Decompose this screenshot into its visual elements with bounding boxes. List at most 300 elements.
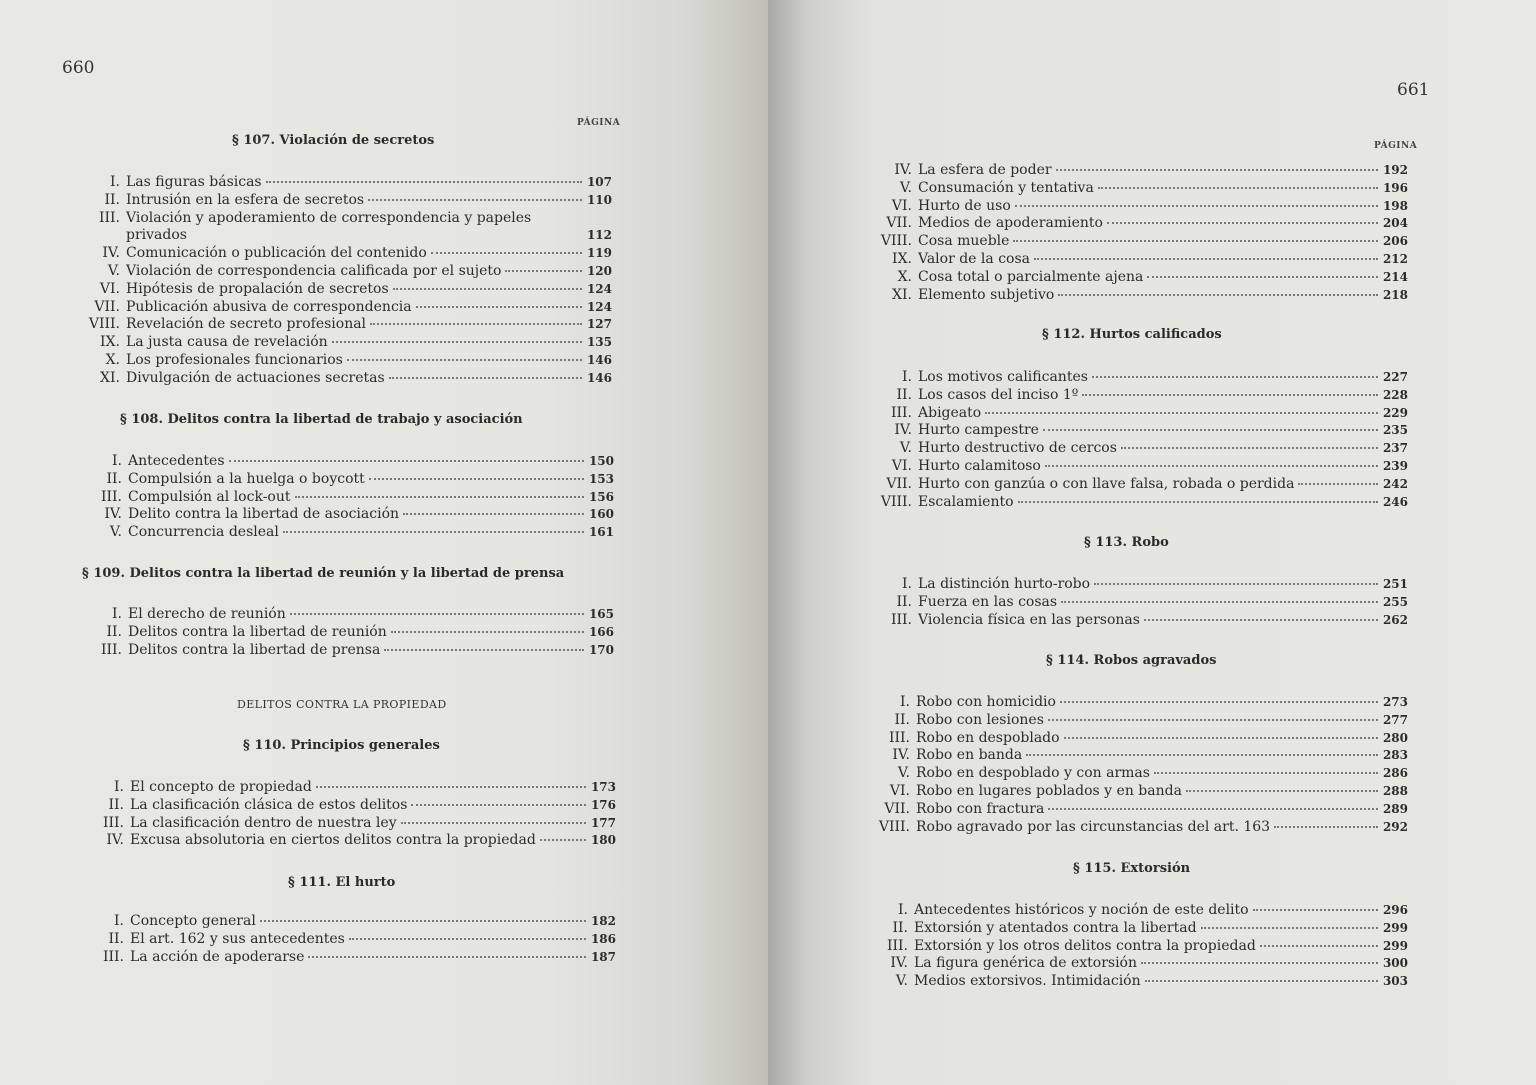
- toc-entry: [80, 832, 616, 850]
- entry-title: Intrusión en la esfera de secretos: [126, 191, 365, 208]
- dot-leader: [1107, 221, 1378, 224]
- section-heading-111: § 111. El hurto: [288, 875, 396, 890]
- dot-leader: [1141, 961, 1378, 964]
- toc-entry: [868, 369, 1408, 387]
- entry-page-number: 227: [1382, 370, 1408, 384]
- entry-title: La figura genérica de extorsión: [914, 955, 1137, 972]
- entry-title: Concurrencia desleal: [128, 524, 279, 541]
- entry-page-number: 242: [1382, 476, 1408, 491]
- toc-list-113: [868, 576, 1408, 629]
- entry-number: V.: [899, 179, 912, 196]
- entry-title: Robo con lesiones: [916, 711, 1044, 728]
- entry-number: IV.: [102, 245, 120, 262]
- entry-number: II.: [892, 919, 908, 936]
- entry-number: III.: [890, 611, 912, 628]
- toc-entry: [78, 263, 612, 281]
- entry-title: Excusa absolutoria en ciertos delitos contra la propiedad: [130, 832, 536, 849]
- entry-page-number: 237: [1382, 441, 1408, 456]
- dot-leader: [411, 803, 586, 806]
- entry-page-number: 153: [588, 471, 614, 486]
- entry-title: Delitos contra la libertad de prensa: [128, 641, 381, 658]
- entry-title: Los casos del inciso 1º: [918, 386, 1079, 403]
- entry-number: III.: [102, 948, 124, 965]
- toc-entry: [868, 576, 1408, 594]
- entry-title: La clasificación dentro de nuestra ley: [130, 814, 397, 831]
- toc-entry: [868, 422, 1408, 440]
- dot-leader: [1274, 825, 1378, 828]
- toc-entry: [866, 712, 1408, 730]
- dot-leader: [1015, 204, 1378, 207]
- toc-entry: [868, 251, 1408, 269]
- entry-number: IX.: [892, 250, 912, 267]
- toc-entry: [80, 913, 616, 931]
- dot-leader: [1098, 186, 1378, 189]
- dot-leader: [1048, 718, 1378, 721]
- toc-entry: [868, 162, 1408, 180]
- dot-leader: [260, 919, 586, 922]
- dot-leader: [391, 630, 584, 633]
- entry-page-number: 198: [1382, 198, 1408, 213]
- entry-title: Hipótesis de propalación de secretos: [126, 280, 389, 297]
- entry-page-number: 286: [1382, 766, 1408, 781]
- entry-page-number: 165: [588, 607, 614, 621]
- entry-number: VI.: [99, 280, 120, 297]
- entry-number: II.: [106, 470, 122, 487]
- toc-entry: [80, 642, 614, 660]
- entry-number: IV.: [104, 506, 122, 523]
- dot-leader: [505, 269, 582, 272]
- entry-page-number: 280: [1382, 730, 1408, 745]
- entry-page-number: 146: [586, 352, 612, 367]
- toc-entry: [80, 624, 614, 642]
- entry-number: II.: [106, 623, 122, 640]
- entry-number: V.: [897, 765, 910, 782]
- entry-title: La distinción hurto-robo: [918, 576, 1091, 592]
- section-heading-110: § 110. Principios generales: [243, 738, 440, 753]
- entry-number: VII.: [94, 298, 120, 315]
- entry-page-number: 107: [586, 175, 612, 189]
- toc-entry: [866, 819, 1408, 837]
- toc-list-108: [80, 453, 614, 542]
- toc-entry: [868, 494, 1408, 512]
- toc-entry: [78, 245, 612, 263]
- entry-page-number: 135: [586, 335, 612, 350]
- entry-number: IV.: [890, 955, 908, 972]
- toc-entry: [868, 215, 1408, 233]
- dot-leader: [290, 612, 584, 615]
- entry-number: X.: [105, 351, 120, 368]
- entry-number: III.: [890, 404, 912, 421]
- entry-number: IV.: [894, 162, 912, 178]
- entry-title: La acción de apoderarse: [130, 948, 305, 965]
- dot-leader: [1026, 753, 1378, 756]
- toc-entry: [866, 747, 1408, 765]
- entry-number: I.: [110, 174, 120, 190]
- dot-leader: [1186, 789, 1378, 792]
- entry-title: Robo en banda: [916, 747, 1023, 764]
- entry-page-number: 255: [1382, 594, 1408, 609]
- entry-number: VIII.: [880, 233, 912, 250]
- entry-page-number: 156: [588, 489, 614, 504]
- dot-leader: [403, 512, 584, 515]
- toc-entry: [866, 765, 1408, 783]
- toc-list-110: [80, 779, 616, 850]
- dot-leader: [370, 322, 582, 325]
- entry-title: Hurto de uso: [918, 197, 1011, 214]
- toc-entry: [78, 334, 612, 352]
- dot-leader: [985, 411, 1378, 414]
- toc-entry: [78, 210, 612, 246]
- section-heading-113: § 113. Robo: [1084, 535, 1169, 550]
- entry-page-number: 182: [590, 914, 616, 928]
- dot-leader: [1260, 944, 1378, 947]
- toc-list-112: [868, 369, 1408, 511]
- entry-number: V.: [899, 440, 912, 457]
- entry-page-number: 124: [586, 281, 612, 296]
- entry-page-number: 192: [1382, 163, 1408, 177]
- toc-entry: [78, 299, 612, 317]
- toc-entry: [868, 387, 1408, 405]
- entry-title: La esfera de poder: [918, 162, 1052, 178]
- dot-leader: [332, 340, 582, 343]
- entry-title: El concepto de propiedad: [130, 779, 312, 795]
- entry-title: Hurto con ganzúa o con llave falsa, robada o perdida: [918, 475, 1295, 492]
- toc-entry: [864, 973, 1408, 991]
- toc-entry: [868, 233, 1408, 251]
- toc-list-115: [864, 902, 1408, 991]
- dot-leader: [368, 198, 582, 201]
- dot-leader: [1121, 446, 1378, 449]
- entry-title: Comunicación o publicación del contenido: [126, 245, 427, 262]
- dot-leader: [229, 459, 584, 462]
- dot-leader: [431, 251, 582, 254]
- toc-entry: [868, 405, 1408, 423]
- entry-page-number: 239: [1382, 458, 1408, 473]
- dot-leader: [308, 955, 586, 958]
- entry-page-number: 292: [1382, 819, 1408, 834]
- entry-title: Los motivos calificantes: [918, 369, 1088, 385]
- entry-number: II.: [896, 593, 912, 610]
- entry-title: Fuerza en las cosas: [918, 593, 1058, 610]
- toc-entry: [868, 594, 1408, 612]
- entry-number: I.: [114, 913, 124, 929]
- dot-leader: [347, 358, 582, 361]
- entry-number: II.: [104, 191, 120, 208]
- dot-leader: [1043, 428, 1378, 431]
- toc-entry: [868, 180, 1408, 198]
- dot-leader: [1154, 771, 1378, 774]
- entry-title: Medios de apoderamiento: [918, 215, 1103, 232]
- section-heading-109: § 109. Delitos contra la libertad de reunión y la libertad de prensa: [82, 566, 565, 581]
- entry-number: VII.: [886, 475, 912, 492]
- entry-number: I.: [112, 606, 122, 622]
- entry-number: IV.: [106, 832, 124, 849]
- dot-leader: [369, 477, 584, 480]
- entry-number: I.: [114, 779, 124, 795]
- entry-page-number: 299: [1382, 938, 1408, 953]
- toc-entry: [80, 506, 614, 524]
- entry-number: III.: [888, 729, 910, 746]
- entry-page-number: 112: [586, 228, 612, 243]
- entry-page-number: 170: [588, 642, 614, 657]
- toc-entry: [868, 269, 1408, 287]
- entry-page-number: 289: [1382, 801, 1408, 816]
- entry-page-number: 206: [1382, 234, 1408, 249]
- entry-title: Abigeato: [918, 404, 982, 421]
- dot-leader: [1045, 464, 1378, 467]
- dot-leader: [401, 821, 586, 824]
- entry-number: II.: [896, 386, 912, 403]
- entry-page-number: 214: [1382, 269, 1408, 284]
- entry-page-number: 277: [1382, 712, 1408, 727]
- toc-entry: [866, 694, 1408, 712]
- entry-page-number: 119: [586, 246, 612, 261]
- entry-title: Violación de correspondencia calificada por el sujeto: [126, 262, 502, 279]
- section-heading-108: § 108. Delitos contra la libertad de trabajo y asociación: [120, 412, 523, 427]
- entry-page-number: 160: [588, 507, 614, 522]
- entry-number: XI.: [100, 369, 120, 386]
- entry-title: Extorsión y los otros delitos contra la propiedad: [914, 937, 1256, 954]
- toc-entry: [868, 287, 1408, 305]
- entry-title: Robo en despoblado y con armas: [916, 765, 1150, 782]
- entry-page-number: 235: [1382, 423, 1408, 438]
- entry-page-number: 173: [590, 780, 616, 794]
- entry-number: III.: [102, 814, 124, 831]
- dot-leader: [1013, 239, 1378, 242]
- entry-title: Compulsión a la huelga o boycott: [128, 470, 365, 487]
- section-heading-114: § 114. Robos agravados: [1046, 653, 1217, 668]
- entry-number: III.: [98, 209, 120, 226]
- toc-entry: [80, 471, 614, 489]
- entry-title: Antecedentes: [128, 453, 225, 469]
- entry-page-number: 180: [590, 833, 616, 848]
- entry-page-number: 299: [1382, 920, 1408, 935]
- entry-title: Elemento subjetivo: [918, 286, 1055, 303]
- entry-title: Hurto campestre: [918, 422, 1039, 439]
- toc-entry: [868, 440, 1408, 458]
- dot-leader: [1253, 908, 1378, 911]
- toc-entry: [866, 783, 1408, 801]
- dot-leader: [283, 530, 584, 533]
- entry-number: III.: [100, 488, 122, 505]
- entry-title: Revelación de secreto profesional: [126, 316, 367, 333]
- toc-entry: [866, 730, 1408, 748]
- dot-leader: [389, 376, 582, 379]
- part-title: DELITOS CONTRA LA PROPIEDAD: [237, 698, 447, 711]
- toc-entry: [868, 476, 1408, 494]
- entry-title: La justa causa de revelación: [126, 334, 328, 351]
- entry-title: Divulgación de actuaciones secretas: [126, 369, 385, 386]
- entry-page-number: 229: [1382, 405, 1408, 420]
- entry-page-number: 288: [1382, 783, 1408, 798]
- dot-leader: [295, 495, 585, 498]
- entry-number: II.: [894, 711, 910, 728]
- entry-title: Cosa total o parcialmente ajena: [918, 268, 1144, 285]
- entry-page-number: 228: [1382, 387, 1408, 402]
- dot-leader: [1058, 293, 1378, 296]
- entry-page-number: 196: [1382, 180, 1408, 195]
- section-heading-115: § 115. Extorsión: [1073, 861, 1191, 876]
- entry-title: El art. 162 y sus antecedentes: [130, 930, 345, 947]
- entry-number: III.: [100, 641, 122, 658]
- entry-page-number: 166: [588, 624, 614, 639]
- right-page: [768, 0, 1536, 1085]
- toc-entry: [78, 352, 612, 370]
- entry-title: Valor de la cosa: [918, 250, 1030, 267]
- toc-list-114: [866, 694, 1408, 836]
- entry-number: I.: [902, 576, 912, 592]
- entry-page-number: 177: [590, 815, 616, 830]
- toc-entry: [78, 174, 612, 192]
- entry-page-number: 187: [590, 949, 616, 964]
- entry-number: IX.: [100, 334, 120, 351]
- dot-leader: [316, 785, 586, 788]
- toc-entry: [868, 612, 1408, 630]
- entry-number: IV.: [892, 747, 910, 764]
- entry-title: Las figuras básicas: [126, 174, 262, 190]
- dot-leader: [416, 305, 582, 308]
- toc-entry: [868, 198, 1408, 216]
- dot-leader: [1034, 257, 1378, 260]
- entry-page-number: 283: [1382, 748, 1408, 763]
- page-number: 660: [62, 58, 95, 78]
- dot-leader: [540, 838, 586, 841]
- toc-list-107: [78, 174, 612, 388]
- toc-entry: [78, 281, 612, 299]
- toc-entry: [80, 524, 614, 542]
- entry-title: Hurto destructivo de cercos: [918, 440, 1117, 457]
- dot-leader: [1298, 482, 1378, 485]
- entry-number: I.: [902, 369, 912, 385]
- entry-number: I.: [112, 453, 122, 469]
- section-heading-107: § 107. Violación de secretos: [232, 133, 435, 148]
- toc-entry: [80, 797, 616, 815]
- entry-page-number: 300: [1382, 956, 1408, 971]
- entry-title: El derecho de reunión: [128, 606, 286, 622]
- entry-number: II.: [108, 930, 124, 947]
- toc-entry: [80, 931, 616, 949]
- entry-title: Medios extorsivos. Intimidación: [914, 973, 1141, 990]
- entry-page-number: 218: [1382, 287, 1408, 302]
- toc-entry: [864, 902, 1408, 920]
- toc-entry: [80, 949, 616, 967]
- toc-entry: [866, 801, 1408, 819]
- entry-number: VIII.: [878, 818, 910, 835]
- entry-number: VII.: [884, 800, 910, 817]
- entry-number: VI.: [891, 457, 912, 474]
- toc-entry: [80, 489, 614, 507]
- entry-number: XI.: [892, 286, 912, 303]
- entry-number: III.: [886, 937, 908, 954]
- dot-leader: [1201, 926, 1378, 929]
- entry-title: Robo en despoblado: [916, 729, 1060, 746]
- entry-page-number: 186: [590, 931, 616, 946]
- entry-page-number: 176: [590, 797, 616, 812]
- entry-title: Los profesionales funcionarios: [126, 351, 343, 368]
- entry-page-number: 204: [1382, 216, 1408, 231]
- entry-title: Concepto general: [130, 913, 256, 929]
- dot-leader: [349, 937, 586, 940]
- entry-page-number: 146: [586, 370, 612, 385]
- entry-title: Violencia física en las personas: [918, 611, 1140, 628]
- dot-leader: [1048, 807, 1378, 810]
- toc-list-111-cont: [868, 162, 1408, 304]
- entry-number: VI.: [891, 197, 912, 214]
- entry-title: Robo en lugares poblados y en banda: [916, 782, 1182, 799]
- entry-title: Robo agravado por las circunstancias del art. 163: [916, 818, 1271, 835]
- entry-number: VIII.: [880, 493, 912, 510]
- toc-entry: [864, 955, 1408, 973]
- entry-number: I.: [900, 694, 910, 710]
- entry-title: Delitos contra la libertad de reunión: [128, 623, 387, 640]
- entry-title: Robo con homicidio: [916, 694, 1056, 710]
- toc-entry: [864, 938, 1408, 956]
- dot-leader: [1094, 582, 1378, 585]
- dot-leader: [1018, 500, 1378, 503]
- entry-number: IV.: [894, 422, 912, 439]
- entry-title: Delito contra la libertad de asociación: [128, 506, 400, 523]
- entry-number: II.: [108, 796, 124, 813]
- entry-page-number: 110: [586, 192, 612, 207]
- entry-title: Extorsión y atentados contra la libertad: [914, 919, 1197, 936]
- toc-list-111: [80, 913, 616, 966]
- entry-title: Cosa mueble: [918, 233, 1010, 250]
- entry-page-number: 296: [1382, 903, 1408, 917]
- entry-page-number: 262: [1382, 612, 1408, 627]
- entry-title: Publicación abusiva de correspondencia: [126, 298, 412, 315]
- dot-leader: [1064, 736, 1378, 739]
- toc-entry: [78, 370, 612, 388]
- entry-page-number: 124: [586, 299, 612, 314]
- entry-number: V.: [895, 973, 908, 990]
- toc-entry: [80, 453, 614, 471]
- toc-entry: [78, 192, 612, 210]
- entry-title: La clasificación clásica de estos delitos: [130, 796, 408, 813]
- pagina-label: PÁGINA: [1374, 141, 1418, 151]
- entry-page-number: 150: [588, 454, 614, 468]
- dot-leader: [384, 648, 584, 651]
- toc-entry: [868, 458, 1408, 476]
- dot-leader: [393, 287, 582, 290]
- entry-page-number: 161: [588, 525, 614, 540]
- toc-entry: [78, 316, 612, 334]
- entry-page-number: 212: [1382, 251, 1408, 266]
- entry-number: VIII.: [88, 316, 120, 333]
- entry-title: Consumación y tentativa: [918, 179, 1094, 196]
- dot-leader: [1056, 168, 1378, 171]
- toc-list-109: [80, 606, 614, 659]
- entry-title: Violación y apoderamiento de correspondencia y papeles privados: [126, 209, 532, 244]
- entry-page-number: 120: [586, 263, 612, 278]
- entry-number: VI.: [889, 782, 910, 799]
- entry-title: Hurto calamitoso: [918, 457, 1041, 474]
- entry-title: Compulsión al lock-out: [128, 488, 291, 505]
- entry-page-number: 127: [586, 317, 612, 332]
- toc-entry: [864, 920, 1408, 938]
- entry-number: V.: [107, 262, 120, 279]
- entry-page-number: 251: [1382, 577, 1408, 591]
- entry-title: Escalamiento: [918, 493, 1014, 510]
- toc-entry: [80, 779, 616, 797]
- entry-page-number: 303: [1382, 974, 1408, 989]
- section-heading-112: § 112. Hurtos calificados: [1042, 327, 1222, 342]
- dot-leader: [1092, 375, 1378, 378]
- dot-leader: [1147, 275, 1378, 278]
- toc-entry: [80, 815, 616, 833]
- dot-leader: [1060, 700, 1378, 703]
- entry-number: V.: [109, 524, 122, 541]
- dot-leader: [1144, 618, 1378, 621]
